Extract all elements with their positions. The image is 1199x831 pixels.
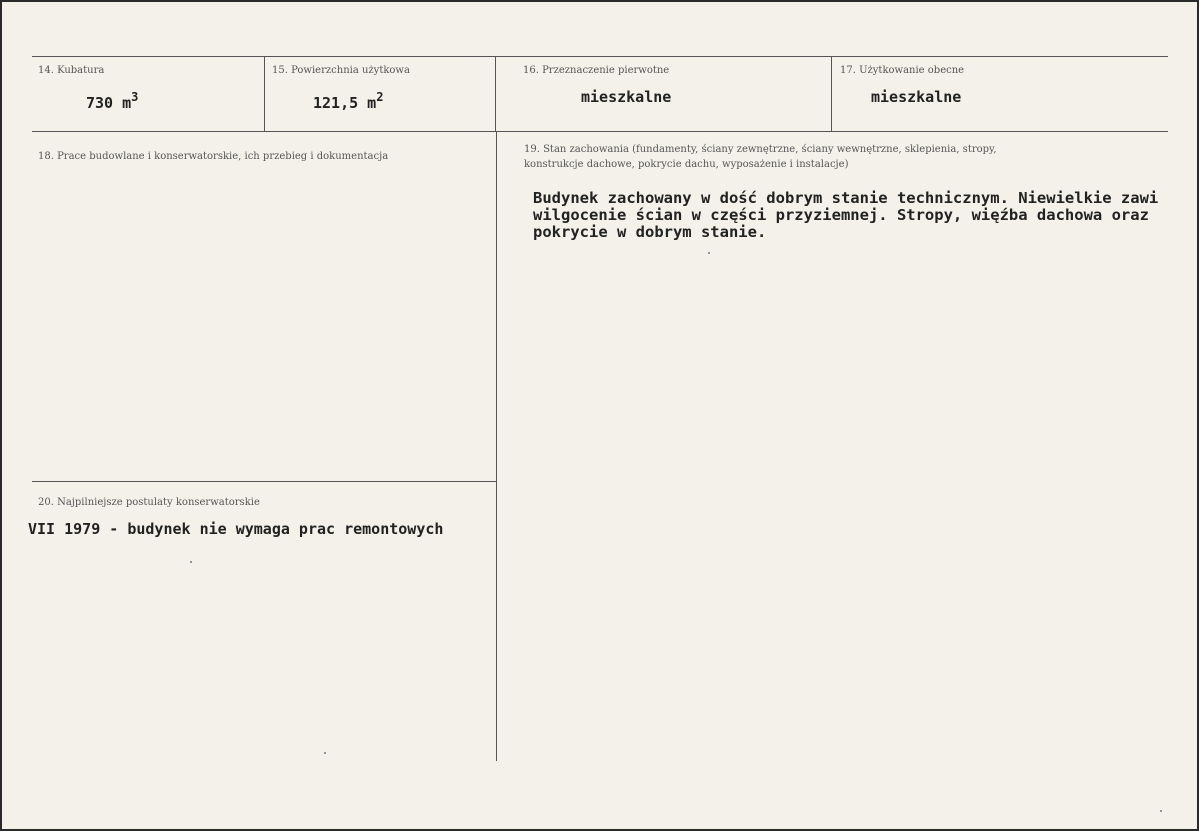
section-divider-18-20	[32, 481, 496, 482]
col-divider-2	[495, 56, 496, 131]
main-col-divider	[496, 131, 497, 761]
field-20-label: 20. Najpilniejsze postulaty konserwatorskie	[38, 497, 260, 508]
field-16-label: 16. Przeznaczenie pierwotne	[523, 65, 670, 76]
field-14-label: 14. Kubatura	[38, 65, 105, 76]
field-19-label-line-2: konstrukcje dachowe, pokrycie dachu, wyposażenie i instalacje)	[524, 159, 849, 170]
field-14-unit-exponent: 3	[131, 90, 139, 104]
paper-speck	[1160, 810, 1162, 812]
paper-speck	[708, 252, 710, 254]
col-divider-3	[831, 56, 832, 131]
field-15-unit-exponent: 2	[376, 90, 384, 104]
field-14-value	[86, 89, 138, 112]
field-19-text-line-2: wilgocenie ścian w części przyziemnej. Stropy, więźba dachowa oraz	[533, 206, 1149, 224]
field-18-label: 18. Prace budowlane i konserwatorskie, ich przebieg i dokumentacja	[38, 151, 389, 162]
paper-speck	[324, 752, 326, 754]
field-19-label-line-1: 19. Stan zachowania (fundamenty, ściany zewnętrzne, ściany wewnętrzne, sklepienia, stropy,	[524, 144, 997, 155]
field-16-value: mieszkalne	[581, 88, 672, 106]
field-15-value	[313, 89, 383, 112]
field-19-text-line-3: pokrycie w dobrym stanie.	[533, 223, 767, 241]
field-14-number: 730 m	[86, 94, 132, 112]
paper-speck	[190, 561, 192, 563]
row-divider	[32, 131, 1168, 132]
field-15-label: 15. Powierzchnia użytkowa	[272, 65, 410, 76]
field-19-text-line-1: Budynek zachowany w dość dobrym stanie technicznym. Niewielkie zawi	[533, 189, 1159, 207]
field-17-value: mieszkalne	[871, 88, 962, 106]
top-rule	[32, 56, 1168, 57]
field-15-number: 121,5 m	[313, 94, 377, 112]
field-17-label: 17. Użytkowanie obecne	[840, 65, 965, 76]
col-divider-1	[264, 56, 265, 131]
field-20-value: VII 1979 - budynek nie wymaga prac remontowych	[28, 520, 444, 538]
